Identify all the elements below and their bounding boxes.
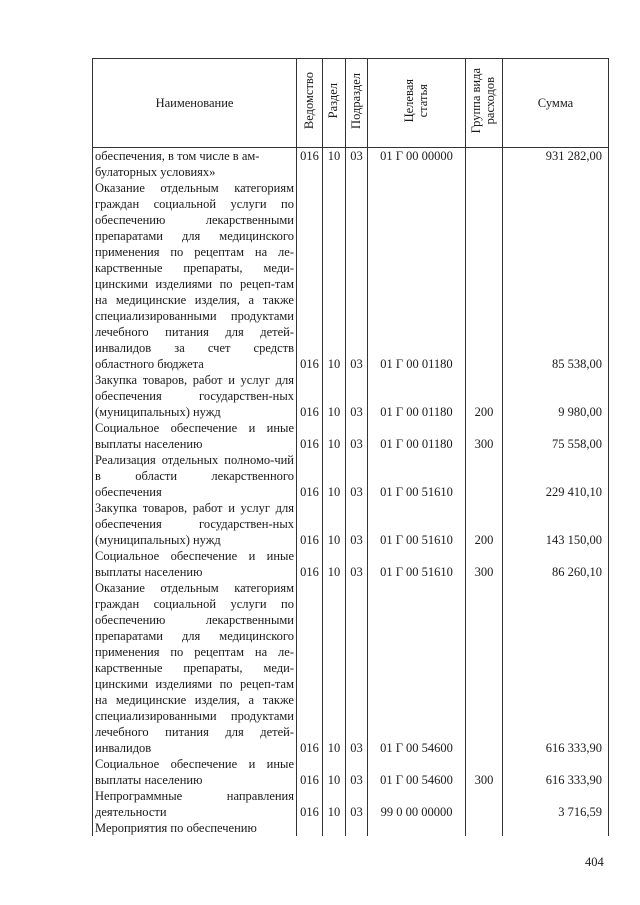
cell-name: Мероприятия по обеспечению: [93, 820, 297, 836]
cell-sum: 931 282,00: [503, 148, 609, 181]
cell-cel: 01 Г 00 01180: [368, 180, 466, 372]
header-ved: Ведомство: [297, 59, 323, 148]
cell-ved: 016: [297, 580, 323, 756]
cell-name: Социальное обеспечение и иные выплаты населению: [93, 548, 297, 580]
header-celevaya: Целевая статья: [368, 59, 466, 148]
cell-sum: 75 558,00: [503, 420, 609, 452]
cell-name: Закупка товаров, работ и услуг для обеспечения государствен-ных (муниципальных) нужд: [93, 372, 297, 420]
cell-ved: 016: [297, 180, 323, 372]
cell-name: Непрограммные направления деятельности: [93, 788, 297, 820]
cell-pod: 03: [346, 788, 368, 820]
cell-cel: 01 Г 00 00000: [368, 148, 466, 181]
cell-sum: 3 716,59: [503, 788, 609, 820]
header-gruppa: Группа вида расходов: [466, 59, 503, 148]
table-header: [93, 59, 609, 148]
cell-raz: 10: [323, 180, 346, 372]
cell-grp: [466, 820, 503, 836]
table-row: [93, 788, 609, 820]
cell-cel: 99 0 00 00000: [368, 788, 466, 820]
cell-raz: 10: [323, 756, 346, 788]
cell-grp: 300: [466, 756, 503, 788]
cell-name: Социальное обеспечение и иные выплаты населению: [93, 420, 297, 452]
cell-ved: 016: [297, 756, 323, 788]
cell-cel: 01 Г 00 54600: [368, 756, 466, 788]
header-summa: Сумма: [503, 59, 609, 148]
cell-ved: 016: [297, 148, 323, 181]
cell-pod: 03: [346, 580, 368, 756]
cell-name: Закупка товаров, работ и услуг для обеспечения государствен-ных (муниципальных) нужд: [93, 500, 297, 548]
cell-name: Социальное обеспечение и иные выплаты населению: [93, 756, 297, 788]
cell-ved: [297, 820, 323, 836]
cell-pod: [346, 820, 368, 836]
table-row: [93, 580, 609, 756]
cell-pod: 03: [346, 452, 368, 500]
header-razdel: Раздел: [323, 59, 346, 148]
cell-grp: [466, 580, 503, 756]
cell-cel: 01 Г 00 51610: [368, 500, 466, 548]
header-podrazdel: Подраздел: [346, 59, 368, 148]
cell-sum: 229 410,10: [503, 452, 609, 500]
cell-sum: 616 333,90: [503, 756, 609, 788]
table-row: [93, 756, 609, 788]
table-row: [93, 180, 609, 372]
cell-grp: 300: [466, 548, 503, 580]
cell-cel: 01 Г 00 54600: [368, 580, 466, 756]
cell-grp: [466, 788, 503, 820]
cell-grp: [466, 180, 503, 372]
cell-sum: 9 980,00: [503, 372, 609, 420]
cell-grp: 300: [466, 420, 503, 452]
cell-raz: [323, 820, 346, 836]
cell-name: Оказание отдельным категориям граждан социальной услуги по обеспечению лекарственными препаратами для медицинского применения по рецептам на ле-карственные препараты, меди-цинскими изделиями по рецеп-там на медицинские изделия, а также специализированными продуктами лечебного питания для детей-инвалидов за счет средств областного бюджета: [93, 180, 297, 372]
cell-raz: 10: [323, 580, 346, 756]
cell-cel: 01 Г 00 01180: [368, 420, 466, 452]
header-name: Наименование: [93, 59, 297, 148]
table-body: [93, 148, 609, 837]
cell-sum: 616 333,90: [503, 580, 609, 756]
table-row: [93, 372, 609, 420]
cell-ved: 016: [297, 500, 323, 548]
cell-pod: 03: [346, 500, 368, 548]
cell-raz: 10: [323, 500, 346, 548]
cell-cel: 01 Г 00 01180: [368, 372, 466, 420]
cell-name: Оказание отдельным категориям граждан социальной услуги по обеспечению лекарственными препаратами для медицинского применения по рецептам на ле-карственные препараты, меди-цинскими изделиями по рецеп-там на медицинские изделия, а также специализированными продуктами лечебного питания для детей-инвалидов: [93, 580, 297, 756]
cell-raz: 10: [323, 788, 346, 820]
page-number: 404: [585, 855, 604, 869]
cell-pod: 03: [346, 180, 368, 372]
table-row: [93, 548, 609, 580]
cell-cel: [368, 820, 466, 836]
cell-sum: 86 260,10: [503, 548, 609, 580]
table-row: [93, 500, 609, 548]
table-row: [93, 420, 609, 452]
cell-raz: 10: [323, 148, 346, 181]
cell-cel: 01 Г 00 51610: [368, 452, 466, 500]
cell-ved: 016: [297, 548, 323, 580]
cell-grp: [466, 452, 503, 500]
cell-grp: [466, 148, 503, 181]
cell-sum: 143 150,00: [503, 500, 609, 548]
cell-grp: 200: [466, 372, 503, 420]
table-row: [93, 820, 609, 836]
cell-grp: 200: [466, 500, 503, 548]
cell-name: обеспечения, в том числе в ам- булаторных условиях»: [93, 148, 297, 181]
budget-table: [92, 58, 609, 836]
cell-raz: 10: [323, 372, 346, 420]
cell-pod: 03: [346, 420, 368, 452]
cell-ved: 016: [297, 372, 323, 420]
cell-pod: 03: [346, 756, 368, 788]
cell-pod: 03: [346, 148, 368, 181]
table-row: [93, 148, 609, 181]
cell-ved: 016: [297, 788, 323, 820]
cell-name: Реализация отдельных полномо-чий в области лекарственного обеспечения: [93, 452, 297, 500]
cell-raz: 10: [323, 452, 346, 500]
cell-ved: 016: [297, 452, 323, 500]
cell-pod: 03: [346, 548, 368, 580]
cell-ved: 016: [297, 420, 323, 452]
cell-sum: 85 538,00: [503, 180, 609, 372]
table-row: [93, 452, 609, 500]
cell-raz: 10: [323, 420, 346, 452]
cell-pod: 03: [346, 372, 368, 420]
cell-raz: 10: [323, 548, 346, 580]
cell-sum: [503, 820, 609, 836]
cell-cel: 01 Г 00 51610: [368, 548, 466, 580]
